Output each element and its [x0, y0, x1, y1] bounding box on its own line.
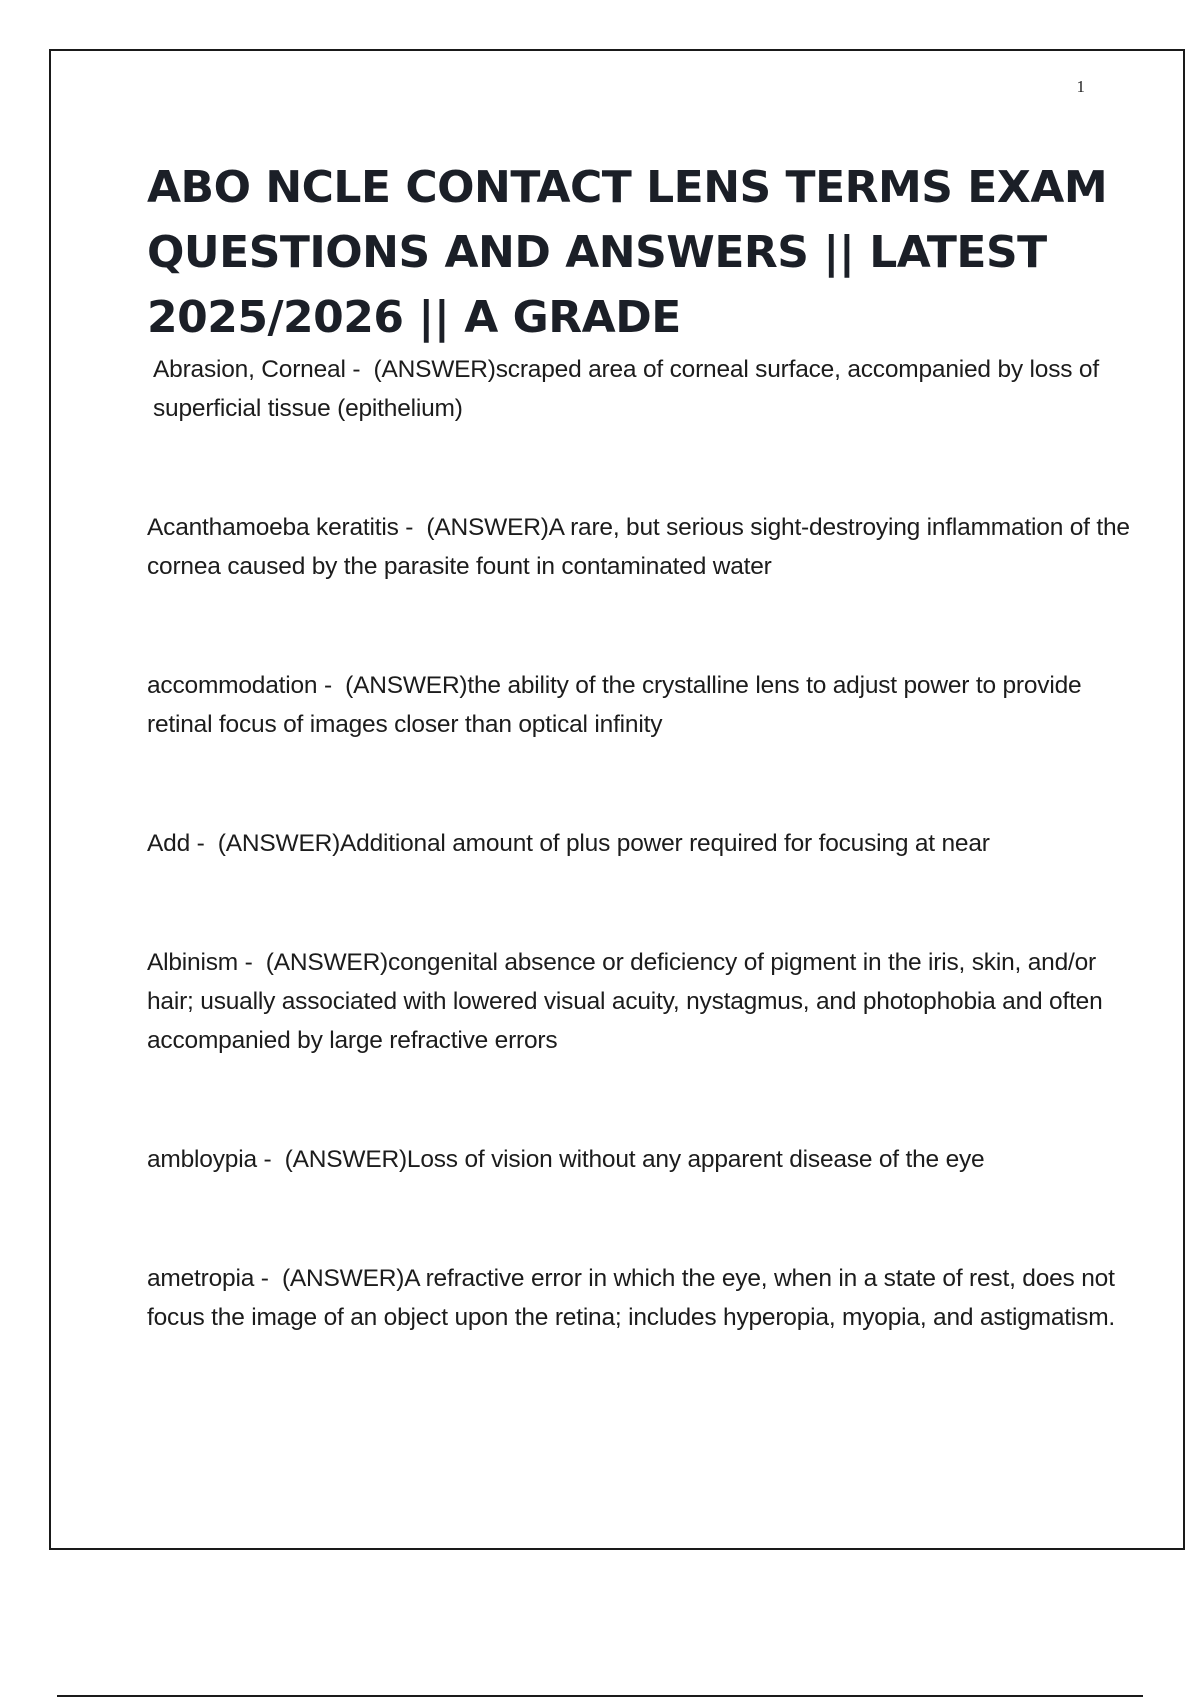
term-separator: - — [398, 514, 427, 541]
document-page — [49, 49, 1185, 1550]
document-title: ABO NCLE CONTACT LENS TERMS EXAM QUESTIONS AND ANSWERS || LATEST 2025/2026 || A GRADE — [147, 162, 1108, 343]
term-separator: - — [237, 949, 266, 976]
term-entry-acanthamoeba — [147, 508, 1132, 586]
term-entry-ambloypia — [147, 1140, 1132, 1179]
term-entry-add — [147, 824, 1132, 863]
term-separator: - — [317, 672, 346, 699]
page-content — [147, 155, 1132, 1337]
term-entry-abrasion — [147, 350, 1132, 428]
term-name: Albinism — [147, 949, 238, 976]
term-answer: (ANSWER)A refractive error in which the eye, when in a state of rest, does not focus the image of an object upon the retina; includes hyperopia, myopia, and astigmatism. — [147, 1265, 1116, 1331]
term-answer: (ANSWER)Additional amount of plus power required for focusing at near — [217, 830, 990, 857]
term-answer: (ANSWER)scraped area of corneal surface, accompanied by loss of superficial tissue (epithelium) — [153, 356, 1099, 422]
term-name: ametropia — [147, 1265, 255, 1292]
term-answer: (ANSWER)A rare, but serious sight-destroying inflammation of the cornea caused by the parasite fount in contaminated water — [147, 514, 1130, 580]
term-separator: - — [254, 1265, 282, 1292]
term-name: Acanthamoeba keratitis — [147, 514, 399, 541]
term-separator: - — [345, 356, 374, 383]
term-separator: - — [256, 1146, 285, 1173]
term-entry-accommodation — [147, 666, 1132, 744]
term-separator: - — [190, 830, 218, 857]
term-entry-albinism — [147, 943, 1132, 1060]
term-entry-ametropia — [147, 1259, 1132, 1337]
page-number: 1 — [1076, 77, 1085, 96]
term-answer: (ANSWER)the ability of the crystalline lens to adjust power to provide retinal focus of images closer than optical infinity — [147, 672, 1082, 738]
term-name: ambloypia — [147, 1146, 257, 1173]
term-name: Add — [147, 830, 190, 857]
term-name: Abrasion, Corneal — [153, 356, 346, 383]
term-name: accommodation — [147, 672, 318, 699]
term-answer: (ANSWER)Loss of vision without any apparent disease of the eye — [284, 1146, 985, 1173]
next-page-top-rule — [57, 1695, 1143, 1697]
term-answer: (ANSWER)congenital absence or deficiency of pigment in the iris, skin, and/or hair; usually associated with lowered visual acuity, nystagmus, and photophobia and often accompanied by large refractive errors — [147, 949, 1103, 1054]
